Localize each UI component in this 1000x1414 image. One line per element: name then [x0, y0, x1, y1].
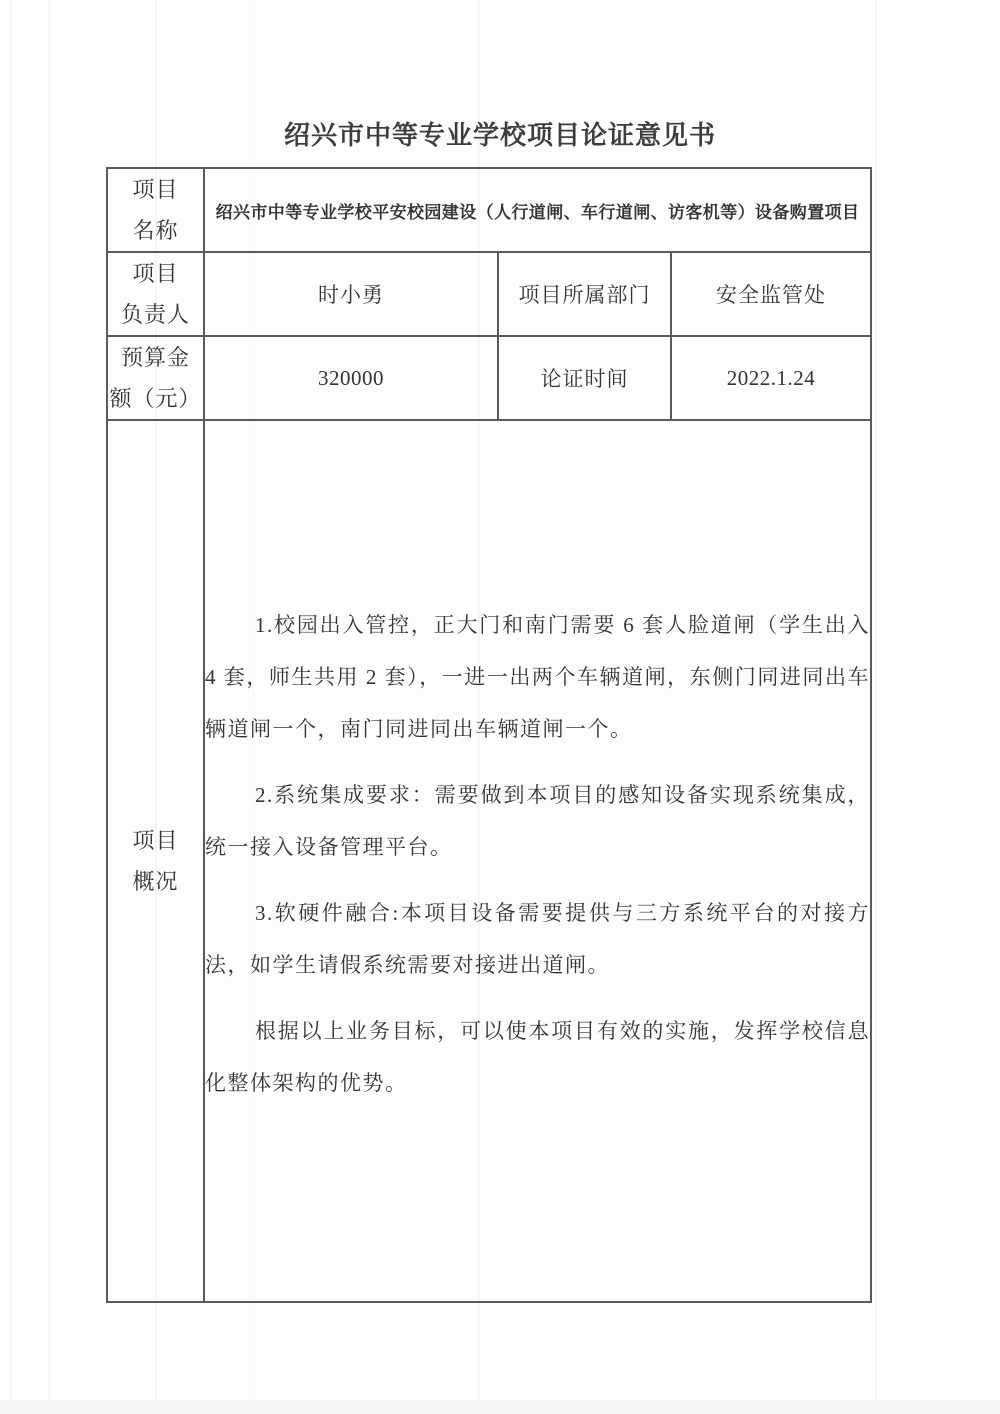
project-leader-value: 时小勇	[204, 252, 498, 336]
overview-paragraph: 3.软硬件融合:本项目设备需要提供与三方系统平台的对接方法，如学生请假系统需要对接进出道闸。	[205, 901, 871, 977]
department-value: 安全监管处	[671, 252, 871, 336]
table-row-overview	[107, 420, 871, 1302]
project-leader-label-line1: 项目	[132, 261, 179, 286]
budget-label-line1: 预算金	[120, 345, 190, 370]
scan-streak	[48, 0, 50, 1414]
project-name-value: 绍兴市中等专业学校平安校园建设（人行道闸、车行道闸、访客机等）设备购置项目	[204, 168, 871, 252]
overview-label-line2: 概况	[132, 869, 179, 894]
review-time-value: 2022.1.24	[671, 336, 871, 420]
project-name-label-line1: 项目	[132, 177, 179, 202]
table-row-project-leader	[107, 252, 871, 336]
scan-streak	[875, 0, 877, 1414]
overview-paragraph: 1.校园出入管控，正大门和南门需要 6 套人脸道闸（学生出入 4 套，师生共用 2 套），一进一出两个车辆道闸，东侧门同进同出车辆道闸一个，南门同进同出车辆道闸一个。	[205, 613, 871, 741]
table-row-project-name	[107, 168, 871, 252]
review-time-label: 论证时间	[498, 336, 671, 420]
overview-label-line1: 项目	[132, 828, 179, 853]
budget-value: 320000	[204, 336, 498, 420]
project-name-label	[107, 168, 204, 252]
document-title: 绍兴市中等专业学校项目论证意见书	[283, 121, 716, 150]
form-table	[106, 167, 872, 1303]
budget-label-line2: 额（元）	[109, 386, 202, 411]
project-leader-label-line2: 负责人	[120, 302, 190, 327]
project-leader-label	[107, 252, 204, 336]
overview-content	[204, 420, 871, 1302]
scan-streak	[10, 0, 12, 1414]
overview-paragraph: 根据以上业务目标，可以使本项目有效的实施，发挥学校信息化整体架构的优势。	[205, 1019, 871, 1095]
overview-label	[107, 420, 204, 1302]
overview-paragraph: 2.系统集成要求：需要做到本项目的感知设备实现系统集成，统一接入设备管理平台。	[205, 783, 871, 859]
project-name-label-line2: 名称	[132, 218, 179, 243]
department-label: 项目所属部门	[498, 252, 671, 336]
budget-label	[107, 336, 204, 420]
table-row-budget	[107, 336, 871, 420]
scan-edge-band	[0, 1400, 1000, 1414]
